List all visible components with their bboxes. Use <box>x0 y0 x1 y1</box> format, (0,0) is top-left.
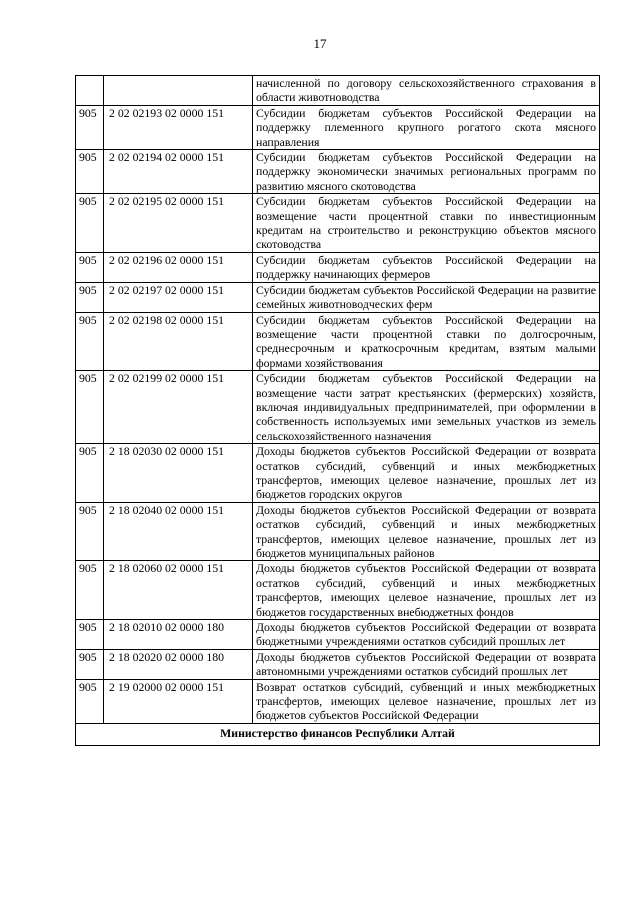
admin-code-cell: 905 <box>76 444 104 503</box>
description-cell: начисленной по договору сельскохозяйственного страхования в области животноводства <box>253 76 600 106</box>
table-body <box>76 76 600 746</box>
table-row <box>76 150 600 194</box>
budget-code-cell: 2 18 02030 02 0000 151 <box>104 444 253 503</box>
budget-code-cell: 2 02 02198 02 0000 151 <box>104 312 253 371</box>
description-cell: Доходы бюджетов субъектов Российской Федерации от возврата бюджетными учреждениями остатков субсидий прошлых лет <box>253 620 600 650</box>
budget-code-cell: 2 02 02197 02 0000 151 <box>104 282 253 312</box>
admin-code-cell: 905 <box>76 561 104 620</box>
table-row <box>76 679 600 723</box>
budget-code-cell: 2 02 02193 02 0000 151 <box>104 105 253 149</box>
budget-code-cell: 2 02 02194 02 0000 151 <box>104 150 253 194</box>
admin-code-cell: 905 <box>76 252 104 282</box>
description-cell: Доходы бюджетов субъектов Российской Федерации от возврата остатков субсидий, субвенций и иных межбюджетных трансфертов, имеющих целевое назначение, прошлых лет из бюджетов городских округов <box>253 444 600 503</box>
admin-code-cell: 905 <box>76 105 104 149</box>
budget-code-cell: 2 19 02000 02 0000 151 <box>104 679 253 723</box>
description-cell: Доходы бюджетов субъектов Российской Федерации от возврата остатков субсидий, субвенций и иных межбюджетных трансфертов, имеющих целевое назначение, прошлых лет из бюджетов муниципальных районов <box>253 502 600 561</box>
admin-code-cell: 905 <box>76 502 104 561</box>
table-row <box>76 76 600 106</box>
table-row <box>76 649 600 679</box>
budget-code-cell: 2 18 02060 02 0000 151 <box>104 561 253 620</box>
table-row <box>76 371 600 444</box>
description-cell: Субсидии бюджетам субъектов Российской Федерации на возмещение части затрат крестьянских (фермерских) хозяйств, включая индивидуальных предпринимателей, при оформлении в собственность используемых ими земельных участков из земель сельскохозяйственного назначения <box>253 371 600 444</box>
budget-code-cell: 2 02 02199 02 0000 151 <box>104 371 253 444</box>
budget-code-cell: 2 18 02040 02 0000 151 <box>104 502 253 561</box>
description-cell: Субсидии бюджетам субъектов Российской Федерации на развитие семейных животноводческих ферм <box>253 282 600 312</box>
table-row <box>76 444 600 503</box>
table-row <box>76 502 600 561</box>
admin-code-cell: 905 <box>76 194 104 253</box>
table-row <box>76 312 600 371</box>
table-row <box>76 561 600 620</box>
table-row <box>76 620 600 650</box>
page-number: 17 <box>313 36 327 51</box>
budget-code-cell <box>104 76 253 106</box>
budget-code-cell: 2 18 02010 02 0000 180 <box>104 620 253 650</box>
table-row <box>76 252 600 282</box>
description-cell: Субсидии бюджетам субъектов Российской Федерации на возмещение части процентной ставки по инвестиционным кредитам на строительство и реконструкцию объектов мясного скотоводства <box>253 194 600 253</box>
admin-code-cell: 905 <box>76 371 104 444</box>
description-cell: Субсидии бюджетам субъектов Российской Федерации на возмещение части процентной ставки по долгосрочным, среднесрочным и краткосрочным кредитам, взятым малыми формами хозяйствования <box>253 312 600 371</box>
admin-code-cell: 905 <box>76 620 104 650</box>
description-cell: Субсидии бюджетам субъектов Российской Федерации на поддержку племенного крупного рогатого скота мясного направления <box>253 105 600 149</box>
admin-code-cell: 905 <box>76 312 104 371</box>
section-row <box>76 723 600 745</box>
budget-code-cell: 2 02 02195 02 0000 151 <box>104 194 253 253</box>
description-cell: Возврат остатков субсидий, субвенций и иных межбюджетных трансфертов, имеющих целевое назначение, прошлых лет из бюджетов субъектов Российской Федерации <box>253 679 600 723</box>
admin-code-cell <box>76 76 104 106</box>
section-heading: Министерство финансов Республики Алтай <box>76 723 600 745</box>
budget-code-cell: 2 02 02196 02 0000 151 <box>104 252 253 282</box>
admin-code-cell: 905 <box>76 282 104 312</box>
description-cell: Субсидии бюджетам субъектов Российской Федерации на поддержку начинающих фермеров <box>253 252 600 282</box>
table-row <box>76 282 600 312</box>
table-row <box>76 105 600 149</box>
admin-code-cell: 905 <box>76 150 104 194</box>
table-row <box>76 194 600 253</box>
description-cell: Субсидии бюджетам субъектов Российской Федерации на поддержку экономически значимых региональных программ по развитию мясного скотоводства <box>253 150 600 194</box>
admin-code-cell: 905 <box>76 679 104 723</box>
revenue-codes-table <box>75 75 600 746</box>
admin-code-cell: 905 <box>76 649 104 679</box>
description-cell: Доходы бюджетов субъектов Российской Федерации от возврата остатков субсидий, субвенций и иных межбюджетных трансфертов, имеющих целевое назначение, прошлых лет из бюджетов государственных внебюджетных фондов <box>253 561 600 620</box>
budget-code-cell: 2 18 02020 02 0000 180 <box>104 649 253 679</box>
description-cell: Доходы бюджетов субъектов Российской Федерации от возврата автономными учреждениями остатков субсидий прошлых лет <box>253 649 600 679</box>
